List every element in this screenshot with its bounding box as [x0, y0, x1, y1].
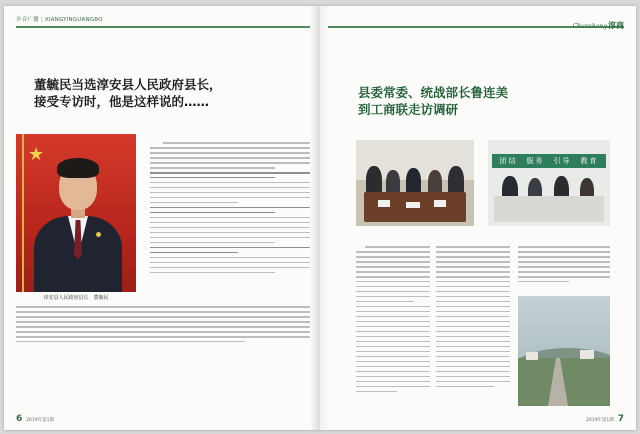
article-text-column-2 — [436, 246, 510, 391]
logo-latin: Chunshang — [572, 23, 607, 30]
article-text-body — [16, 306, 310, 346]
article-title-right — [358, 84, 598, 118]
right-page — [320, 6, 636, 430]
page-folio-right — [584, 414, 624, 424]
article-text-column-3 — [518, 246, 610, 286]
logo-cn: 淳商 — [608, 21, 624, 30]
office-photo — [488, 140, 610, 226]
section-header: 乡音广播 | XIANGYINGUANGBO — [16, 17, 103, 23]
photo-banner: 团结 服务 引导 教育 — [492, 154, 606, 168]
star-icon: ★ — [28, 144, 45, 165]
page-folio-left — [16, 414, 56, 424]
meeting-photo — [356, 140, 474, 226]
issue-label: 2019年第1期 — [26, 418, 55, 423]
title-line-2: 到工商联走访调研 — [358, 102, 459, 117]
portrait-photo — [16, 134, 136, 292]
photo-caption: 淳安县人民政府县长 董毓民 — [43, 295, 109, 301]
magazine-logo — [573, 13, 624, 32]
party-badge-icon — [96, 232, 101, 237]
title-line-1: 县委常委、统战部长鲁连美 — [358, 85, 509, 100]
title-line-2: 接受专访时，他是这样说的…… — [34, 94, 210, 109]
issue-label: 2019年第1期 — [585, 418, 614, 423]
article-text-column-1 — [356, 246, 430, 396]
section-name-cn: 乡音广播 — [16, 17, 39, 23]
page-number: 6 — [16, 414, 23, 424]
page-number: 7 — [617, 414, 624, 424]
header-rule — [16, 26, 310, 28]
section-name-latin: XIANGYINGUANGBO — [44, 17, 103, 23]
title-line-1: 董毓民当选淳安县人民政府县长， — [34, 77, 222, 92]
article-title-left — [34, 76, 264, 110]
magazine-spread — [4, 6, 636, 430]
left-page — [4, 6, 320, 430]
page-fold — [310, 6, 330, 430]
landscape-photo — [518, 296, 610, 406]
article-text-column — [150, 142, 310, 277]
